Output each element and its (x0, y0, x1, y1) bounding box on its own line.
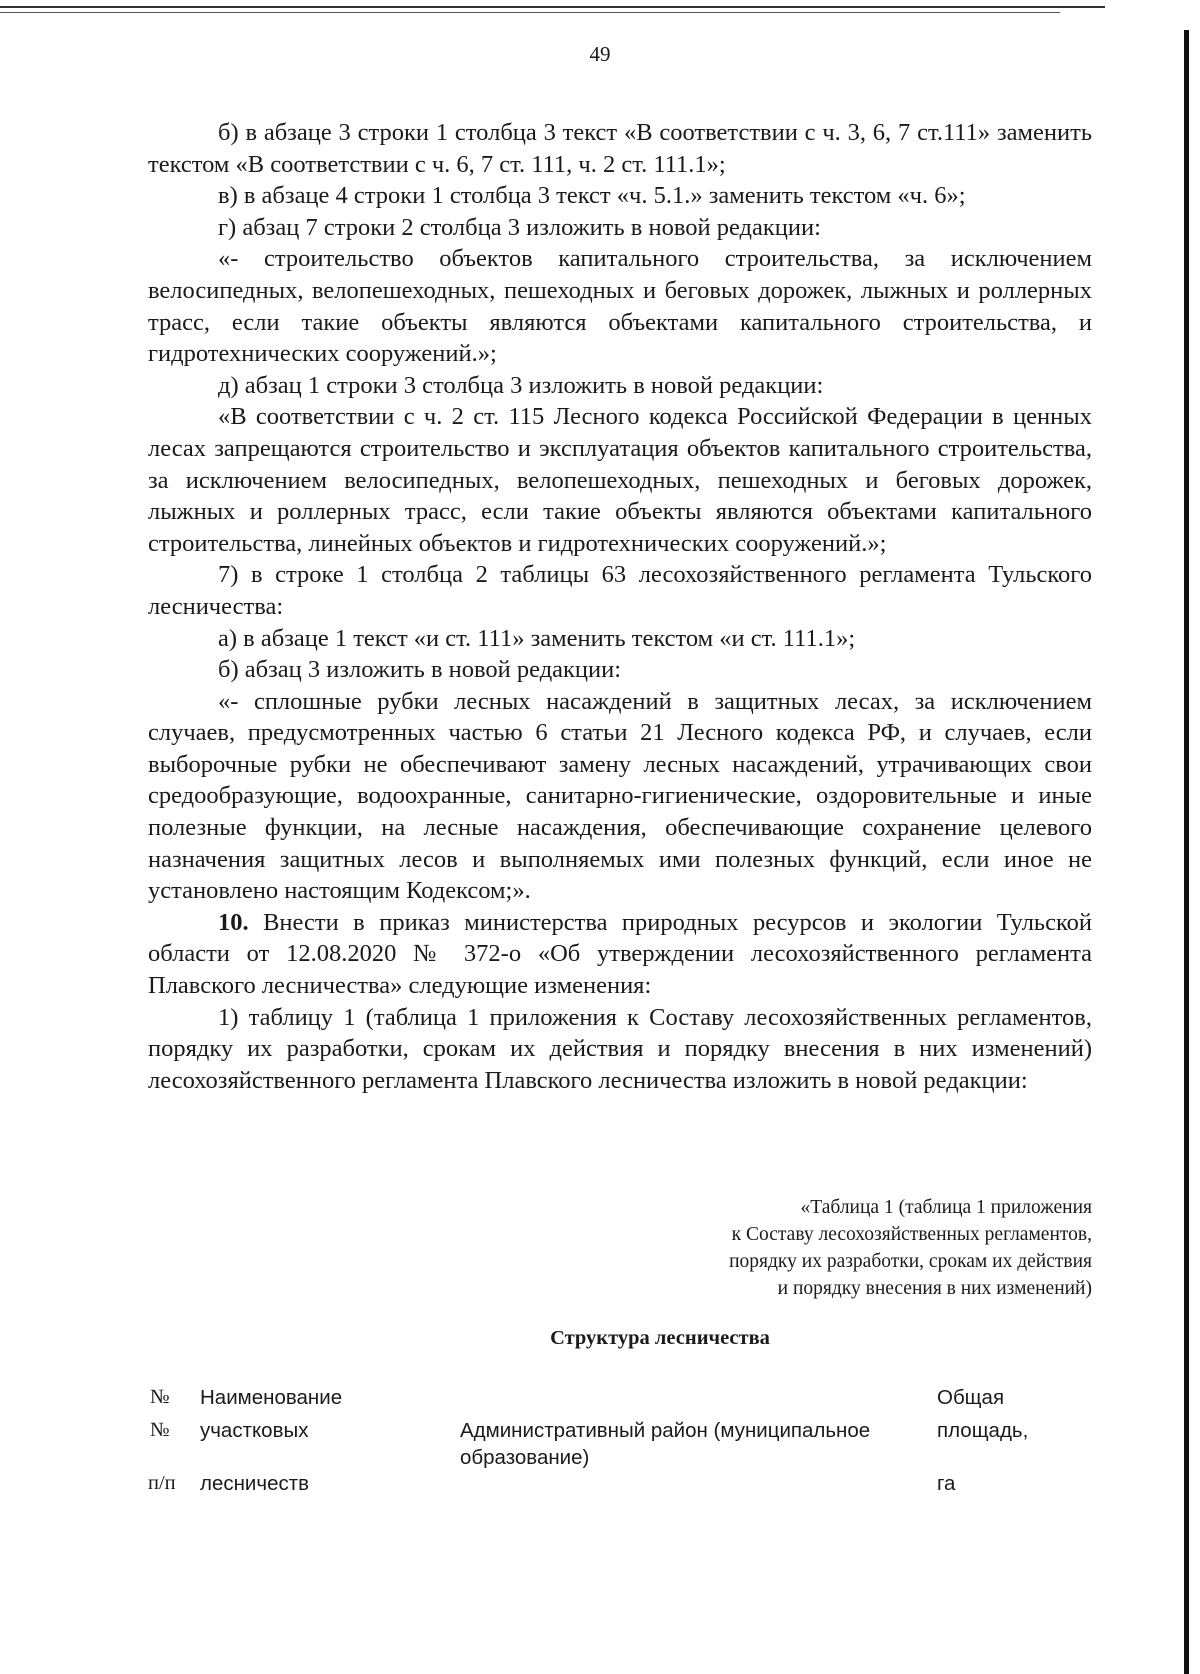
header-district-2: образование) (460, 1446, 590, 1469)
header-area-1: Общая (937, 1386, 1005, 1409)
header-name-1: Наименование (200, 1386, 343, 1409)
header-name-2: участковых (200, 1419, 309, 1442)
paragraph: б) абзац 3 изложить в новой редакции: (218, 656, 622, 684)
item-10-paragraph (148, 907, 1092, 1002)
caption-line: к Составу лесохозяйственных регламентов, (731, 1224, 1092, 1245)
caption-line: «Таблица 1 (таблица 1 приложения (800, 1197, 1092, 1218)
paragraph: б) в абзаце 3 строки 1 столбца 3 текст «В соответствии с ч. 3, 6, 7 ст.111» заменить текстом «В соответствии с ч. 6, 7 ст. 111, ч. 2 ст. 111.1»; (148, 119, 1092, 178)
paragraph: «- строительство объектов капитального строительства, за исключением велосипедных, велопешеходных, пешеходных и беговых дорожек, лыжных и роллерных трасс, если такие объекты являются объектами капитального строительства, и гидротехнических сооружений.»; (148, 245, 1092, 368)
document-body (148, 117, 1092, 1096)
caption-line: порядку их разработки, срокам их действия (729, 1251, 1092, 1272)
paragraph: а) в абзаце 1 текст «и ст. 111» заменить текстом «и ст. 111.1»; (218, 624, 856, 652)
header-area-2: площадь, (937, 1419, 1029, 1442)
header-district-1: Административный район (муниципальное (460, 1419, 871, 1442)
header-area-3: га (937, 1472, 956, 1495)
scan-border-top (0, 6, 1105, 8)
scan-border-right (1184, 30, 1189, 1674)
paragraph: 1) таблицу 1 (таблица 1 приложения к Составу лесохозяйственных регламентов, порядку их разработки, срокам их действия и порядку внесения в них изменений) лесохозяйственного регламента Плавского лесничества изложить в новой редакции: (148, 1003, 1092, 1094)
item-10-number: 10. (218, 908, 249, 936)
header-name-3: лесничеств (200, 1472, 309, 1495)
table-title: Структура лесничества (550, 1327, 770, 1349)
header-number-3: п/п (148, 1472, 176, 1494)
paragraph: «- сплошные рубки лесных насаждений в защитных лесах, за исключением случаев, предусмотренных частью 6 статьи 21 Лесного кодекса РФ, и случаев, если выборочные рубки не обеспечивают замену лесных насаждений, утрачивающих свои средообразующие, водоохранные, санитарно-гигиенические, оздоровительные и иные полезные функции, на лесные насаждения, обеспечивающие сохранение целевого назначения защитных лесов и выполняемых ими полезных функций, если иное не установлено настоящим Кодексом;». (148, 687, 1092, 905)
page-number: 49 (589, 42, 611, 66)
header-number-1: № (150, 1386, 170, 1408)
paragraph: 7) в строке 1 столбца 2 таблицы 63 лесохозяйственного регламента Тульского лесничества: (148, 561, 1092, 620)
paragraph: г) абзац 7 строки 2 столбца 3 изложить в новой редакции: (218, 213, 821, 241)
paragraph: «В соответствии с ч. 2 ст. 115 Лесного кодекса Российской Федерации в ценных лесах запрещаются строительство и эксплуатация объектов капитального строительства, за исключением велосипедных, велопешеходных, пешеходных и беговых дорожек, лыжных и роллерных трасс, если такие объекты являются объектами капитального строительства, линейных объектов и гидротехнических сооружений.»; (148, 403, 1092, 557)
item-10-text: Внести в приказ министерства природных ресурсов и экологии Тульской области от 12.08.2020 № 372-о «Об утверждении лесохозяйственного регламента Плавского лесничества» следующие изменения: (148, 908, 1092, 1000)
table-caption (492, 1194, 1092, 1302)
paragraph: д) абзац 1 строки 3 столбца 3 изложить в новой редакции: (218, 371, 824, 399)
header-number-2: № (150, 1419, 170, 1441)
paragraph: в) в абзаце 4 строки 1 столбца 3 текст «ч. 5.1.» заменить текстом «ч. 6»; (218, 182, 966, 210)
caption-line: и порядку внесения в них изменений) (777, 1278, 1092, 1299)
scan-border-top-secondary (0, 12, 1060, 13)
